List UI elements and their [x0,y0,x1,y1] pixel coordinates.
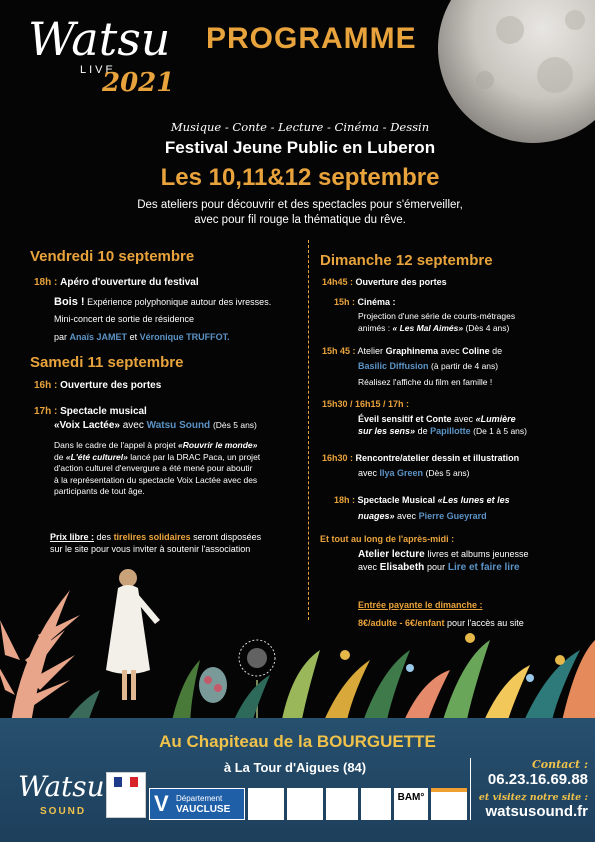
saturday-time-1: 16h : [34,380,58,391]
friday-bois [54,296,309,308]
prix-line-2: sur le site pour vous inviter à soutenir l'association [50,544,251,554]
programme-title: PROGRAMME [206,22,417,55]
sunday-event-4 [322,398,409,410]
watsu-sound-logo [18,770,108,830]
sunday-title: Dimanche 12 septembre [320,252,493,269]
show-name: «Voix Lactée» [54,420,120,431]
sunday-time-1: 14h45 : [322,277,354,287]
logo-year: 2021 [102,68,175,98]
friday-title: Vendredi 10 septembre [30,248,195,265]
logo2-main: Watsu [18,770,105,803]
partner-republique-logo [106,772,146,818]
sunday-event-4-desc [358,413,588,438]
sur-les-sens: sur les sens» [358,426,416,436]
cinema-film: « Les Mal Aimés» [392,322,464,333]
contact-block [470,758,588,820]
prix-libre [50,531,308,555]
sunday-event-5 [322,452,584,464]
sunday-event-7 [320,533,454,545]
voix-lactee-line [54,419,257,432]
bois-line-2: Mini-concert de sortie de résidence [54,314,195,324]
sunday-time-3: 15h 45 : [322,346,356,356]
cinema-desc-2a: animés : [358,322,391,333]
papillotte-age: (De 1 à 5 ans) [473,426,527,436]
age-label: (Dès 5 ans) [212,420,257,430]
pour-label: pour [427,562,446,572]
disciplines-line: Musique - Conte - Lecture - Cinéma - Dessin [170,120,430,134]
sunday-event-2-name: Cinéma : [357,297,396,307]
sunday-event-3-line2 [358,360,498,373]
friday-artists [54,331,230,343]
lumiere: «Lumière [475,414,516,424]
eveil-conte: Éveil sensitif et Conte [358,414,452,424]
sunday-time-6: 18h : [334,495,356,505]
saturday-event-1-name: Ouverture des portes [60,380,162,391]
avec-label-3: avec [454,414,474,424]
intro-line-1: Des ateliers pour découvrir et des spectacles pour s'émerveiller, [137,199,463,211]
lunes-nuages: «Les lunes et les [437,495,510,505]
avec-label-2: avec [440,346,460,356]
bois-desc: Expérience polyphonique autour des ivresses. [87,297,272,307]
livres-albums: livres et albums jeunesse [427,549,529,559]
partner-logo-3 [248,788,284,820]
atelier-lecture: Atelier lecture [358,549,425,560]
p5-text: participants de tout âge. [54,486,145,496]
p2-rest: lancé par la DRAC Paca, un projet [130,451,261,462]
p2-italic: «L'été culturel» [65,451,128,462]
sunday-time-4: 15h30 / 16h15 / 17h : [322,399,410,409]
venue-place: à La Tour d'Aigues (84) [223,760,367,775]
friday-event-1 [34,276,304,289]
p4-text: à la représentation du spectacle Voix Lactée avec des [54,474,258,485]
dept-line-2: VAUCLUSE [176,804,231,815]
saturday-time-2: 17h : [34,406,58,417]
graphinema: Graphinema [385,346,439,356]
par-label: par [54,332,68,342]
p1-italic: «Rouvrir le monde» [178,440,258,450]
p1-text: Dans le cadre de l'appel à projet [54,440,176,450]
p3-text: d'action culturel d'envergure a été mené pour aboutir [54,463,253,473]
sunday-event-1 [322,276,447,288]
dept-line-1: Département [176,794,223,803]
sunday-time-5: 16h30 : [322,453,354,463]
sunday-event-3-line3: Réalisez l'affiche du film en famille ! [358,377,493,387]
sunday-event-3 [322,345,584,357]
prix-text-2: seront disposées [193,532,262,542]
cinema-desc-1: Projection d'une série de courts-métrages [358,311,516,321]
intro-line-2: avec pour fil rouge la thématique du rêve. [194,214,406,226]
garden-illustration [0,560,595,730]
artist-veronique: Véronique TRUFFOT. [139,332,230,342]
rencontre-atelier: Rencontre/atelier dessin et illustration [355,453,520,463]
avec-label-4: avec [358,468,378,478]
avec-label: avec [122,420,144,431]
festival-dates: Les 10,11&12 septembre [160,164,440,191]
festival-subtitle: Festival Jeune Public en Luberon [164,138,436,157]
sunday-event-6-line2 [358,510,487,522]
bam-text: BAM° [397,792,425,803]
saturday-event-2-name: Spectacle musical [60,406,147,417]
pierre-gueyrard: Pierre Gueyrard [418,511,487,521]
basilic-age: (à partir de 4 ans) [431,361,499,371]
sunday-event-2 [334,296,584,308]
sunday-time-2: 15h : [334,297,356,307]
partner-bam-logo [394,788,428,820]
friday-time: 18h : [34,277,58,288]
watsu-live-logo [28,12,178,102]
girl-figure [106,569,160,700]
elisabeth: Elisabeth [379,562,425,573]
atelier-label: Atelier [357,346,384,356]
logo-main-text: Watsu [28,12,171,66]
partner-logo-5 [326,788,358,820]
prices-rest: pour l'accès au site [447,618,524,628]
artist-anais: Anaïs JAMET [69,332,128,342]
friday-event-name: Apéro d'ouverture du festival [60,277,199,288]
cinema-age: (Dès 4 ans) [465,322,510,333]
basilic-diffusion: Basilic Diffusion [358,361,429,371]
papillotte: Papillotte [430,426,471,436]
saturday-paragraph [54,440,309,498]
ilya-age: (Dès 5 ans) [425,468,470,478]
saturday-title: Samedi 11 septembre [30,354,184,371]
website-link[interactable]: watsusound.fr [485,803,588,820]
contact-label: Contact : [532,758,588,771]
v-mark-icon: V [154,791,169,816]
ilya-green: Ilya Green [379,468,424,478]
logo2-sub: SOUND [40,806,87,817]
coline: Coline [462,346,490,356]
cinema-desc [358,311,588,334]
partner-logo-6 [361,788,391,820]
de-label: de [492,346,503,356]
entree-label: Entrée payante le dimanche : [358,600,483,610]
lire-faire-lire: Lire et faire lire [447,562,520,573]
tout-au-long: Et tout au long de l'après-midi : [320,534,455,544]
et-label: et [129,332,138,342]
phone-number: 06.23.16.69.88 [487,771,588,788]
tirelires-text: tirelires solidaires [113,532,191,542]
partner-logo-4 [287,788,323,820]
partner-vaucluse-logo [149,788,245,820]
sunday-event-1-name: Ouverture des portes [355,277,447,287]
band-name: Watsu Sound [146,420,211,431]
sunday-event-6 [334,494,584,506]
moon-illustration [425,0,595,150]
avec-label-5: avec [397,511,417,521]
partner-logo-8 [431,788,467,820]
site-label: et visitez notre site : [478,792,588,803]
saturday-event-1 [34,379,161,392]
venue-title: Au Chapiteau de la BOURGUETTE [159,732,436,751]
de-label-2: de [417,426,428,436]
p2-de: de [54,451,64,462]
nuages: nuages» [358,511,395,521]
saturday-event-2 [34,405,147,418]
prix-label: Prix libre : [50,532,95,542]
logo-sub-text: LIVE [80,64,116,76]
prices: 8€/adulte - 6€/enfant [358,618,445,628]
prix-text-1: des [96,532,112,542]
sunday-event-5-line2 [358,467,470,480]
spectacle-musical-2: Spectacle Musical [357,495,436,505]
avec-label-6: avec [358,562,378,572]
bois-title: Bois ! [54,296,85,308]
